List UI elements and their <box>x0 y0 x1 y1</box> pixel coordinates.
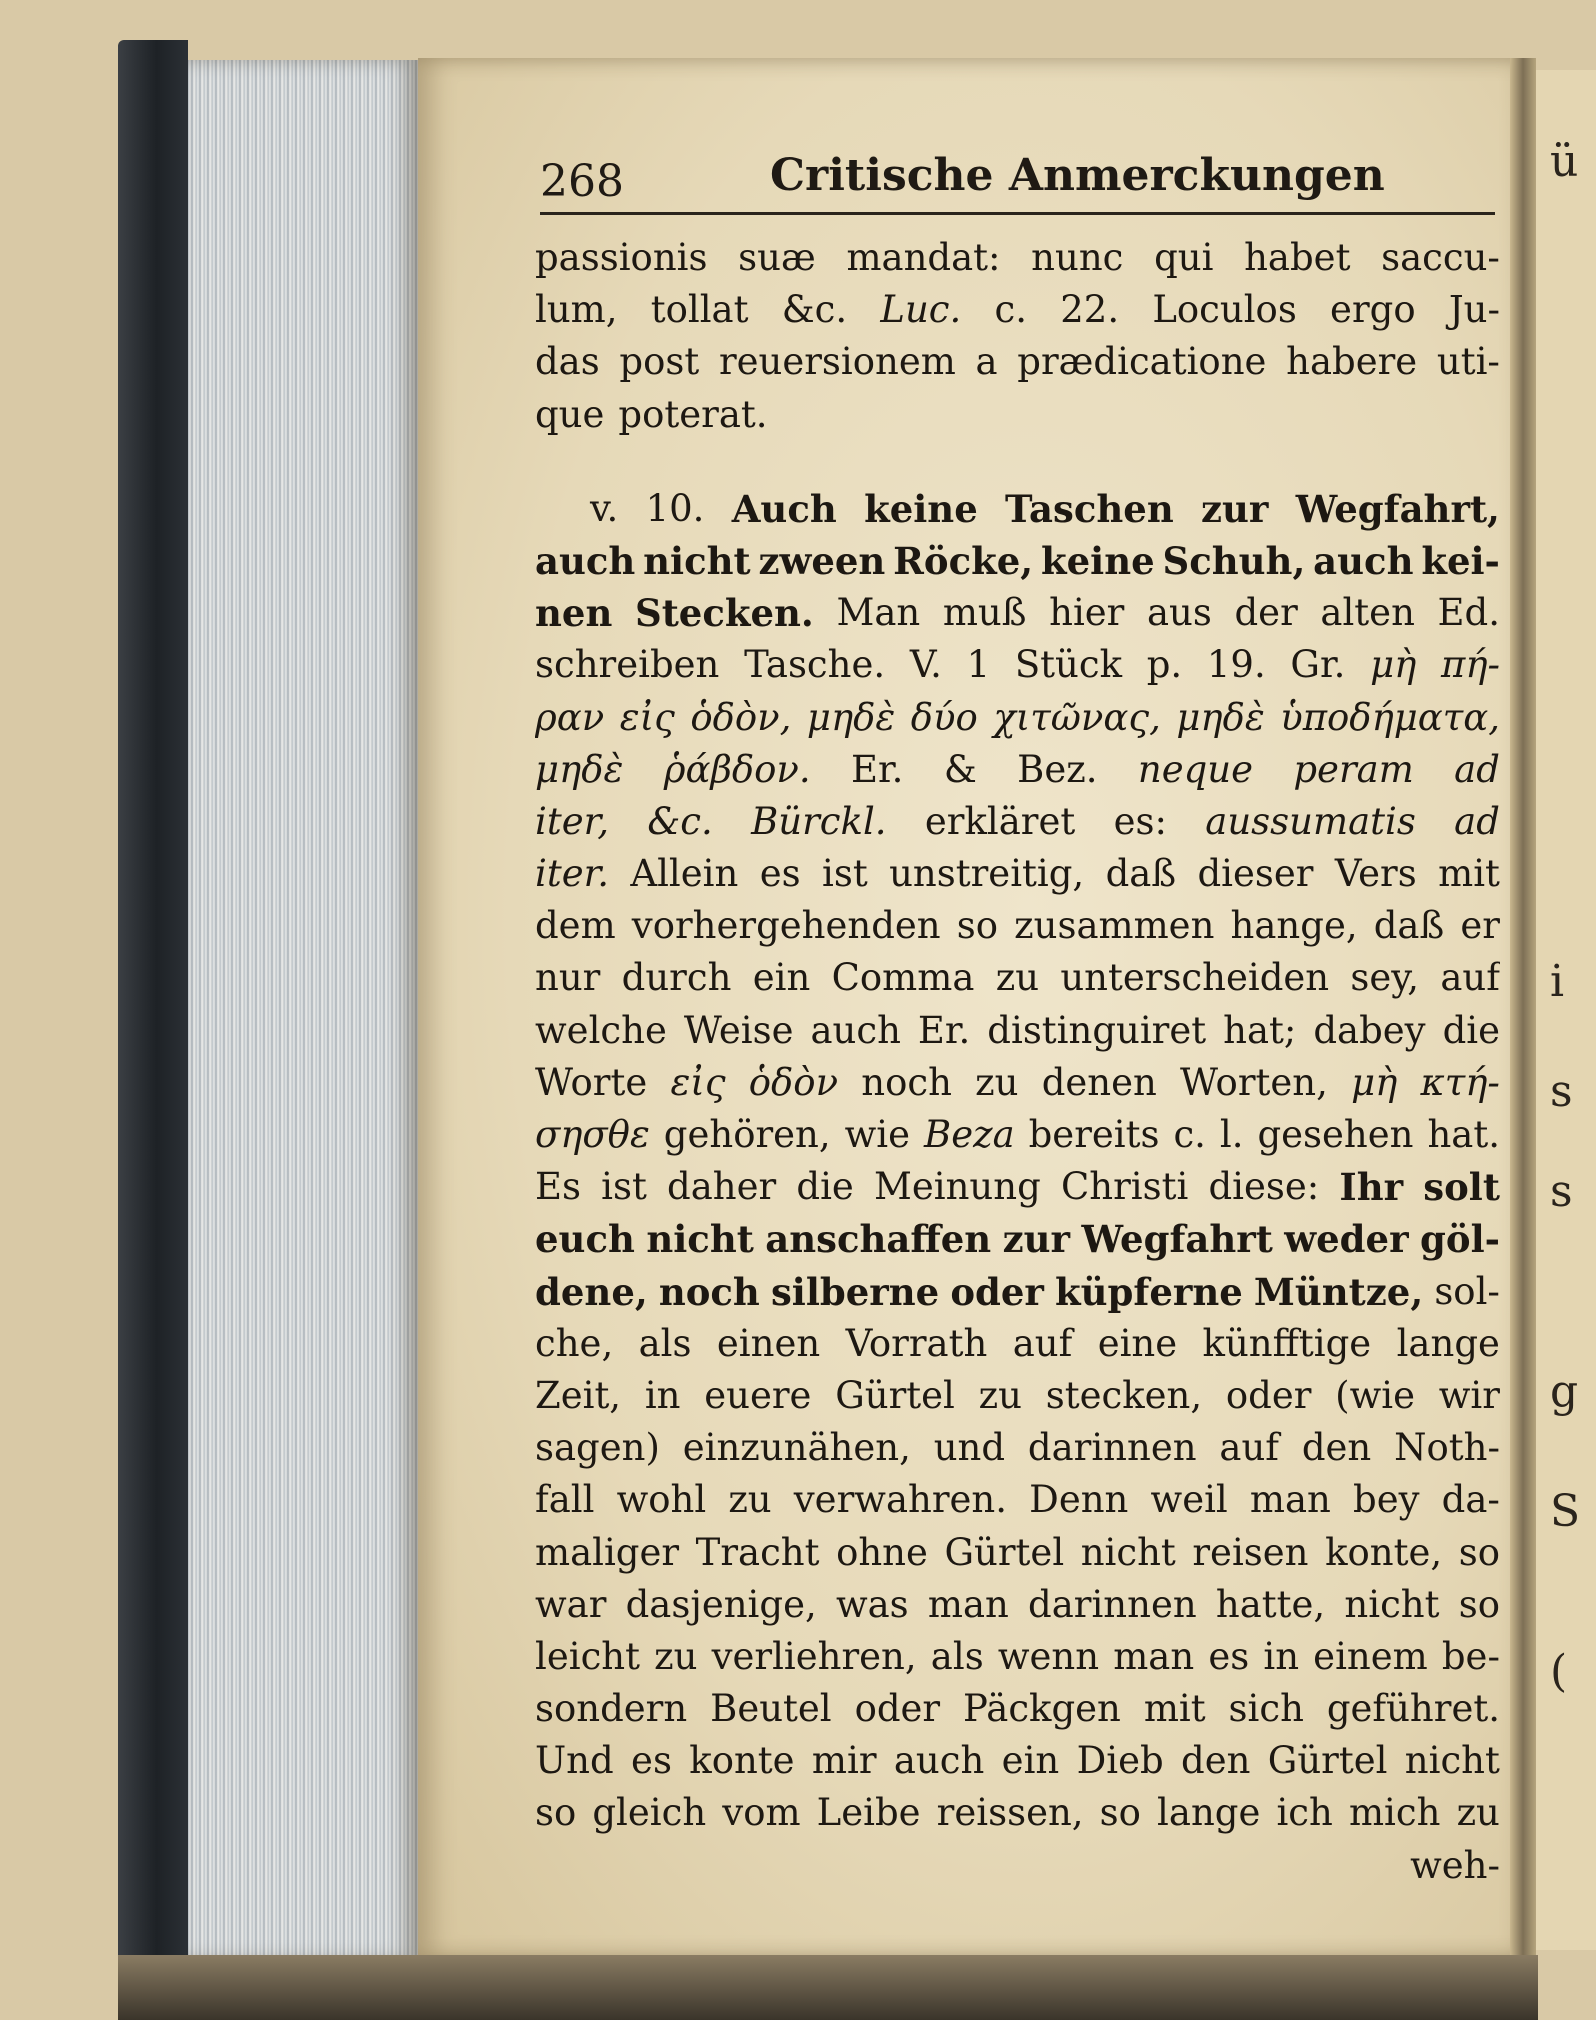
word: &c. <box>647 799 713 843</box>
word: Leibe <box>816 1791 921 1835</box>
word: habet <box>1244 236 1351 279</box>
word: be- <box>1441 1634 1500 1678</box>
word: Es <box>535 1165 581 1209</box>
word: hat. <box>1427 1113 1500 1156</box>
word: δύο <box>910 695 978 739</box>
word: daher <box>667 1165 777 1209</box>
text-line <box>535 1527 1500 1579</box>
word: die <box>1442 1008 1500 1052</box>
word: oder <box>950 1269 1044 1314</box>
word: sich <box>1228 1687 1304 1731</box>
word: konte, <box>1325 1530 1443 1574</box>
word: Tracht <box>695 1530 820 1574</box>
word: que <box>535 392 605 436</box>
word: zu <box>995 956 1040 1000</box>
word: ad <box>1454 799 1500 843</box>
word: a <box>975 340 998 384</box>
word: zu <box>654 1634 698 1678</box>
word: der <box>1234 591 1298 635</box>
word: dene, <box>535 1269 648 1314</box>
word: σησθε <box>535 1113 650 1156</box>
word: aussumatis <box>1205 799 1416 843</box>
word: πή- <box>1441 643 1500 687</box>
word: durch <box>621 956 732 1000</box>
word: Und <box>535 1739 614 1783</box>
word: unterscheiden <box>1060 956 1330 1000</box>
text-line <box>535 1005 1500 1057</box>
word: Denn <box>1029 1478 1129 1522</box>
word: zur <box>1201 486 1269 531</box>
text-line <box>535 639 1500 691</box>
word: 22. <box>1060 288 1120 332</box>
word: distinguiret <box>987 1008 1207 1052</box>
word: zu <box>978 1373 1022 1417</box>
facing-page-fragment: s <box>1550 1166 1573 1217</box>
word: er <box>1460 904 1500 948</box>
text-line <box>535 535 1500 587</box>
word: ich <box>1276 1791 1333 1835</box>
word: habere <box>1286 340 1418 384</box>
word: in <box>1263 1634 1300 1678</box>
word: lange <box>1396 1321 1500 1365</box>
word: solt <box>1423 1165 1500 1210</box>
word: war <box>535 1582 607 1626</box>
text-line <box>535 389 1500 441</box>
word: tollat <box>650 288 749 332</box>
text-line <box>535 1474 1500 1526</box>
word: Dieb <box>1076 1739 1164 1783</box>
word: da- <box>1441 1478 1500 1522</box>
word: Ihr <box>1339 1165 1404 1210</box>
word: qui <box>1154 236 1214 279</box>
word: κτή- <box>1420 1060 1500 1104</box>
word: so <box>1458 1582 1500 1626</box>
word: zusammen <box>1014 904 1215 948</box>
word: l. <box>1219 1113 1244 1156</box>
word: Päckgen <box>963 1687 1121 1731</box>
text-line <box>535 1213 1500 1265</box>
text-line <box>535 1057 1500 1109</box>
word: v. <box>590 486 619 530</box>
word: Allein <box>630 852 739 896</box>
word: reuersionem <box>718 340 956 384</box>
word: euch <box>535 1217 635 1262</box>
word: nen <box>535 591 613 636</box>
facing-page-fragment: ü <box>1550 136 1579 187</box>
facing-page-edge <box>1536 70 1596 1950</box>
word: gesehen <box>1257 1113 1414 1156</box>
word: dem <box>535 904 616 948</box>
word: wohl <box>616 1478 707 1522</box>
text-line <box>535 1318 1500 1370</box>
word: darinnen <box>1028 1582 1197 1626</box>
word: lange <box>1157 1791 1261 1835</box>
word: küpferne <box>1055 1269 1243 1314</box>
word: wie <box>844 1113 911 1156</box>
word: sol- <box>1434 1269 1500 1313</box>
word: ist <box>601 1165 647 1209</box>
word: Bez. <box>1017 747 1098 791</box>
word: ὁδὸν <box>748 1060 839 1104</box>
text-line <box>535 232 1500 284</box>
word: es: <box>1113 799 1167 843</box>
word: zween <box>758 538 886 583</box>
word: so <box>956 904 999 948</box>
word: die <box>796 1165 854 1209</box>
word: μηδὲ <box>535 747 624 791</box>
text-line <box>535 952 1500 1004</box>
word: ein <box>1001 1739 1060 1783</box>
word: Gürtel <box>1267 1739 1388 1783</box>
word: Luc. <box>880 288 962 332</box>
word: gehören, <box>663 1113 831 1156</box>
word: εἰς <box>619 695 675 739</box>
word: hat; <box>1223 1008 1297 1052</box>
word: Zeit, <box>535 1373 622 1417</box>
text-line <box>535 1683 1500 1735</box>
paragraph-gap <box>535 441 1500 483</box>
word: das <box>535 340 600 384</box>
text-line <box>535 1735 1500 1787</box>
word: darinnen <box>1027 1426 1197 1470</box>
text-line <box>535 1266 1500 1318</box>
word: wir <box>1438 1373 1500 1417</box>
word: & <box>943 747 977 791</box>
word: noch <box>658 1269 760 1314</box>
word: μηδὲ <box>1176 695 1265 739</box>
word: Man <box>836 591 921 635</box>
word: dabey <box>1313 1008 1426 1052</box>
text-line <box>535 744 1500 796</box>
word: nicht <box>1404 1739 1500 1783</box>
word: 10. <box>645 486 705 530</box>
word: was <box>835 1582 909 1626</box>
text-line <box>535 900 1500 952</box>
text-line <box>535 796 1500 848</box>
word: mir <box>811 1739 877 1783</box>
word: konte <box>689 1739 795 1783</box>
word: Bürckl. <box>751 799 887 843</box>
word: den <box>1301 1426 1372 1470</box>
word: man <box>1113 1634 1195 1678</box>
word: c. <box>994 288 1027 332</box>
word: μὴ <box>1370 643 1417 687</box>
word: oder <box>1225 1373 1312 1417</box>
word: 1 <box>966 643 991 687</box>
facing-page-fragment: i <box>1550 956 1565 1007</box>
word: auch <box>810 1008 901 1052</box>
word: μηδὲ <box>806 695 896 739</box>
word: es <box>631 1739 672 1783</box>
word: euere <box>704 1373 812 1417</box>
word: Meinung <box>873 1165 1041 1209</box>
word: eine <box>1097 1321 1178 1365</box>
word: Auch <box>731 486 837 531</box>
word: nicht <box>646 1217 754 1262</box>
word: man <box>927 1582 1009 1626</box>
word: Müntze, <box>1253 1269 1424 1314</box>
word: Er. <box>917 1008 971 1052</box>
word: p. <box>1146 643 1183 687</box>
word: wenn <box>997 1634 1100 1678</box>
word: es <box>1208 1634 1250 1678</box>
word: V. <box>909 643 942 687</box>
text-line <box>535 1422 1500 1474</box>
word: ohne <box>836 1530 928 1574</box>
word: ὑποδήματα, <box>1280 695 1500 739</box>
text-line <box>535 483 1500 535</box>
word: nunc <box>1031 236 1124 279</box>
word: Vers <box>1334 852 1417 896</box>
word: auch <box>535 538 636 583</box>
text-line <box>535 1370 1500 1422</box>
word: leicht <box>535 1634 640 1678</box>
word: muß <box>942 591 1027 635</box>
word: vom <box>722 1791 801 1835</box>
word: (wie <box>1335 1373 1415 1417</box>
word: schreiben <box>535 643 720 687</box>
facing-page-fragment: g <box>1550 1366 1579 1417</box>
word: Tasche. <box>744 643 886 687</box>
word: Beza <box>924 1113 1015 1156</box>
word: Gürtel <box>835 1373 955 1417</box>
word: aus <box>1146 591 1212 635</box>
word: Comma <box>831 956 975 1000</box>
word: auf <box>1440 956 1500 1000</box>
word: Beutel <box>710 1687 832 1731</box>
word: mit <box>1143 1687 1206 1731</box>
word: bereits <box>1028 1113 1160 1156</box>
word: neque <box>1137 747 1253 791</box>
word: ῥάβδον. <box>663 747 811 791</box>
word: Gr. <box>1290 643 1346 687</box>
word: künfftige <box>1202 1321 1372 1365</box>
word: Noth- <box>1394 1426 1500 1470</box>
word: oder <box>854 1687 941 1731</box>
word: auch <box>1313 538 1414 583</box>
word: ὁδὸν, <box>690 695 792 739</box>
text-line <box>535 1161 1500 1213</box>
word: poterat. <box>618 392 768 436</box>
word: Loculos <box>1152 288 1297 332</box>
word: ist <box>822 852 868 896</box>
word: in <box>644 1373 681 1417</box>
word: auch <box>893 1739 985 1783</box>
word: vorhergehenden <box>631 904 941 948</box>
word: gleich <box>592 1791 707 1835</box>
word: suæ <box>738 236 816 279</box>
word: auf <box>1012 1321 1073 1365</box>
word: Weise <box>683 1008 794 1052</box>
word: Taschen <box>1005 486 1174 531</box>
word: nicht <box>1080 1530 1176 1574</box>
word: Wegfahrt, <box>1295 486 1500 531</box>
word: uti- <box>1436 340 1500 384</box>
word: als <box>638 1321 692 1365</box>
word: mich <box>1348 1791 1441 1835</box>
word: zur <box>1002 1217 1071 1262</box>
word: verliehren, <box>711 1634 917 1678</box>
word: göl- <box>1420 1217 1500 1262</box>
word: welche <box>535 1008 667 1052</box>
word: εἰς <box>670 1060 726 1104</box>
word: denen <box>1041 1060 1157 1104</box>
word: sagen) <box>535 1426 660 1470</box>
word: sondern <box>535 1687 688 1731</box>
page-edges <box>188 60 418 1960</box>
word: Christi <box>1060 1165 1189 1209</box>
word: Worten, <box>1180 1060 1328 1104</box>
word: daß <box>1105 852 1177 896</box>
word: iter. <box>535 852 609 896</box>
text-line <box>535 587 1500 639</box>
word: anschaffen <box>765 1217 992 1262</box>
facing-page-fragment: S <box>1550 1486 1581 1537</box>
word: so <box>535 1791 577 1835</box>
word: stecken, <box>1045 1373 1203 1417</box>
word: weh- <box>1410 1843 1500 1887</box>
word: ad <box>1454 747 1500 791</box>
facing-page-fragment: s <box>1550 1066 1573 1117</box>
word: maliger <box>535 1530 680 1574</box>
word: geführet. <box>1326 1687 1500 1731</box>
word: zu <box>1456 1791 1500 1835</box>
word: als <box>930 1634 984 1678</box>
word: kei- <box>1421 538 1500 583</box>
word: Wegfahrt <box>1081 1217 1273 1262</box>
word: bey <box>1353 1478 1420 1522</box>
word: χιτῶνας, <box>993 695 1161 739</box>
word: verwahren. <box>793 1478 1008 1522</box>
word: Worte <box>535 1060 648 1104</box>
word: weder <box>1284 1217 1409 1262</box>
word: 19. <box>1206 643 1266 687</box>
running-head: Critische Anmerckungen <box>770 150 1385 201</box>
text-line <box>535 1579 1500 1631</box>
text-line <box>535 284 1500 336</box>
word: reissen, <box>936 1791 1084 1835</box>
word: ραν <box>535 695 605 739</box>
word: hier <box>1049 591 1125 635</box>
word: hange, <box>1230 904 1358 948</box>
word: sey, <box>1350 956 1420 1000</box>
text-line <box>535 1631 1500 1683</box>
word: &c. <box>781 288 848 332</box>
word: Stück <box>1014 643 1123 687</box>
word: ein <box>752 956 811 1000</box>
word: saccu- <box>1381 236 1500 279</box>
word: mandat: <box>846 236 1001 279</box>
word: nur <box>535 956 601 1000</box>
word: peram <box>1293 747 1414 791</box>
word: zu <box>728 1478 772 1522</box>
word: daß <box>1373 904 1445 948</box>
book-cover-edge <box>118 40 188 1975</box>
word: μὴ <box>1351 1060 1398 1104</box>
word: einen <box>716 1321 821 1365</box>
body-text <box>535 232 1500 1892</box>
word: Schuh, <box>1162 538 1306 583</box>
word: Stecken. <box>634 591 814 636</box>
text-line <box>535 336 1500 388</box>
word: alten <box>1320 591 1415 635</box>
word: keine <box>1040 538 1155 583</box>
word: hatte, <box>1215 1582 1326 1626</box>
word: post <box>619 340 700 384</box>
page-header <box>540 150 1500 210</box>
word: zu <box>975 1060 1019 1104</box>
word: fall <box>535 1478 595 1522</box>
text-line <box>535 1840 1500 1892</box>
word: einem <box>1313 1634 1428 1678</box>
word: noch <box>861 1060 952 1104</box>
word: Er. <box>851 747 904 791</box>
facing-page-fragment: ( <box>1550 1646 1568 1697</box>
word: iter, <box>535 799 609 843</box>
word: ergo <box>1330 288 1416 332</box>
word: lum, <box>535 288 618 332</box>
word: so <box>1458 1530 1500 1574</box>
word: che, <box>535 1321 614 1365</box>
word: so <box>1099 1791 1141 1835</box>
word: es <box>759 852 801 896</box>
word: reisen <box>1192 1530 1309 1574</box>
word: Ed. <box>1437 591 1500 635</box>
word: dieser <box>1197 852 1314 896</box>
word: einzunähen, <box>682 1426 911 1470</box>
word: Röcke, <box>893 538 1034 583</box>
word: Vorrath <box>845 1321 988 1365</box>
text-line <box>535 848 1500 900</box>
word: mit <box>1438 852 1500 896</box>
word: nicht <box>1344 1582 1440 1626</box>
book-gutter <box>1510 58 1536 1958</box>
word: auf <box>1219 1426 1279 1470</box>
word: dasjenige, <box>625 1582 817 1626</box>
page-number: 268 <box>540 156 624 207</box>
word: c. <box>1173 1113 1206 1156</box>
word: weil <box>1150 1478 1228 1522</box>
word: und <box>933 1426 1006 1470</box>
text-line <box>535 1109 1500 1161</box>
word: den <box>1181 1739 1251 1783</box>
word: nicht <box>643 538 751 583</box>
word: man <box>1249 1478 1331 1522</box>
text-line <box>535 1787 1500 1839</box>
word: unstreitig, <box>889 852 1085 896</box>
word: Gürtel <box>944 1530 1065 1574</box>
word: Ju- <box>1448 288 1500 332</box>
word: passionis <box>535 236 708 279</box>
text-line <box>535 692 1500 744</box>
word: keine <box>864 486 978 531</box>
word: prædicatione <box>1017 340 1267 384</box>
word: silberne <box>770 1269 940 1314</box>
header-rule <box>540 212 1495 215</box>
book-bottom-edge <box>118 1955 1538 2020</box>
word: erkläret <box>924 799 1076 843</box>
word: diese: <box>1208 1165 1320 1209</box>
